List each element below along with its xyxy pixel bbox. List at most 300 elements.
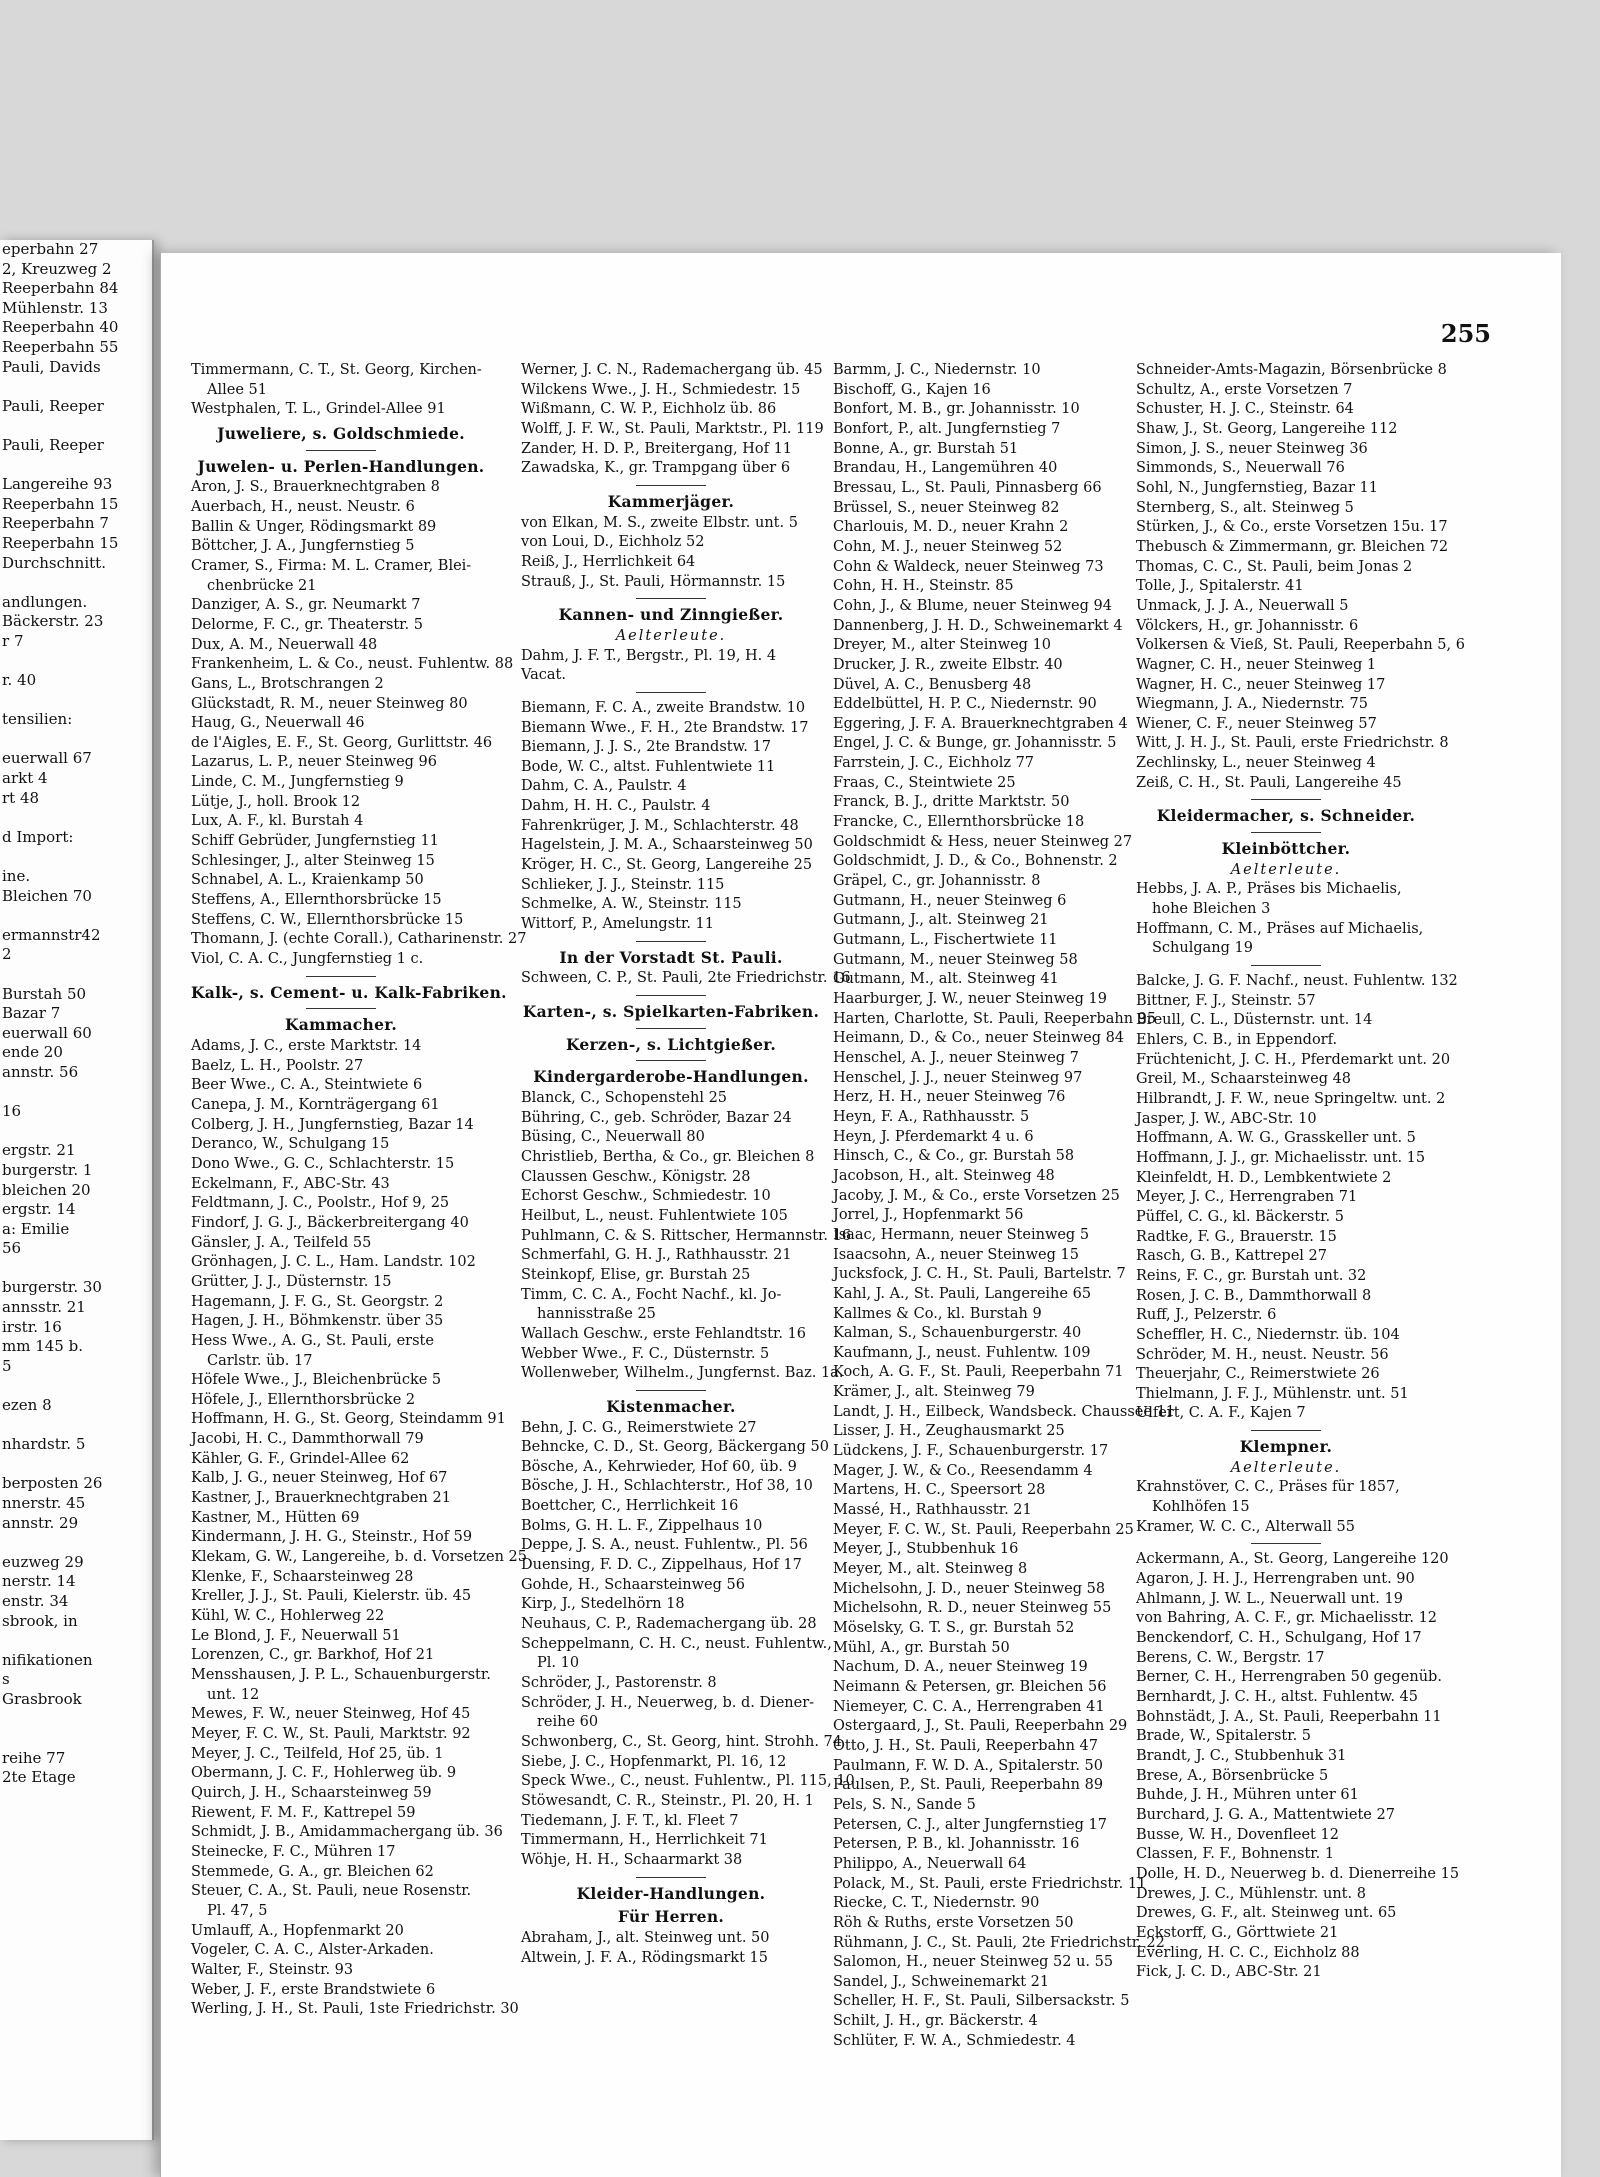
directory-entry: Mager, J. W., & Co., Reesendamm 4 (833, 1462, 1093, 1479)
facing-page-line: annstr. 56 (2, 1062, 79, 1081)
directory-entry: Webber Wwe., F. C., Düsternstr. 5 (521, 1345, 770, 1362)
directory-entry: Wittorf, P., Amelungstr. 11 (521, 916, 714, 933)
directory-entry: Rosen, J. C. B., Dammthorwall 8 (1136, 1287, 1372, 1304)
directory-entry: Dux, A. M., Neuerwall 48 (191, 636, 378, 653)
directory-entry: Drewes, J. C., Mühlenstr. unt. 8 (1136, 1885, 1366, 1902)
directory-entry: Dahm, J. F. T., Bergstr., Pl. 19, H. 4 (521, 647, 777, 664)
directory-entry: Krämer, J., alt. Steinweg 79 (833, 1384, 1035, 1401)
directory-entry: Scheffler, H. C., Niedernstr. üb. 104 (1136, 1326, 1400, 1343)
directory-entry: Zeiß, C. H., St. Pauli, Langereihe 45 (1136, 774, 1402, 791)
directory-entry: Klenke, F., Schaarsteinweg 28 (191, 1568, 414, 1585)
directory-entry: Neimann & Petersen, gr. Bleichen 56 (833, 1678, 1107, 1695)
directory-entry: Wöhje, H. H., Schaarmarkt 38 (521, 1851, 743, 1868)
directory-entry: Francke, C., Ellernthorsbrücke 18 (833, 814, 1085, 831)
facing-page-line (0, 808, 152, 828)
directory-entry: Jacobi, H. C., Dammthorwall 79 (191, 1431, 424, 1448)
directory-entry: Kühl, W. C., Hohlerweg 22 (191, 1608, 385, 1625)
section-heading: Klempner. (1239, 1437, 1333, 1457)
directory-entry: Neuhaus, C. P., Rademachergang üb. 28 (521, 1616, 817, 1633)
facing-page-line: 2te Etage (2, 1768, 76, 1787)
directory-entry: Petersen, C. J., alter Jungfernstieg 17 (833, 1816, 1107, 1833)
directory-entry: Grönhagen, J. C. L., Ham. Landstr. 102 (191, 1254, 476, 1271)
directory-entry: Christlieb, Bertha, & Co., gr. Bleichen 8 (521, 1148, 815, 1165)
facing-page-line: Durchschnitt. (2, 553, 106, 572)
directory-entry: Siebe, J. C., Hopfenmarkt, Pl. 16, 12 (521, 1753, 787, 1770)
directory-entry: Schultz, A., erste Vorsetzen 7 (1136, 381, 1353, 398)
facing-page-line: annstr. 29 (2, 1513, 79, 1532)
directory-entry: von Bahring, A. C. F., gr. Michaelisstr. 12 (1136, 1610, 1438, 1627)
section-divider (1251, 799, 1321, 800)
facing-page-line (0, 1259, 152, 1279)
directory-entry: Eddelbüttel, H. P. C., Niedernstr. 90 (833, 696, 1097, 713)
section-heading: Kistenmacher. (606, 1396, 736, 1416)
facing-page-line (0, 1455, 152, 1475)
facing-page-line: Reeperbahn 7 (2, 514, 109, 533)
directory-entry: Berens, C. W., Bergstr. 17 (1136, 1649, 1325, 1666)
facing-page-line: mm 145 b. (2, 1337, 83, 1356)
directory-entry: Isaacsohn, A., neuer Steinweg 15 (833, 1246, 1079, 1263)
directory-entry: Eckstorff, G., Görttwiete 21 (1136, 1924, 1339, 1941)
facing-page-line: euerwall 67 (2, 749, 92, 768)
directory-entry: Lux, A. F., kl. Burstah 4 (191, 813, 364, 830)
directory-entry: Blanck, C., Schopenstehl 25 (521, 1090, 728, 1106)
directory-entry: Eckelmann, F., ABC-Str. 43 (191, 1175, 390, 1192)
directory-entry: Drewes, G. F., alt. Steinweg unt. 65 (1136, 1905, 1397, 1922)
directory-entry: Riecke, C. T., Niedernstr. 90 (833, 1895, 1040, 1912)
directory-entry: Kastner, J., Brauerknechtgraben 21 (191, 1490, 451, 1507)
facing-page-line: tensilien: (2, 710, 73, 729)
directory-entry: Breull, C. L., Düsternstr. unt. 14 (1136, 1012, 1373, 1029)
directory-entry: Rasch, G. B., Kattrepel 27 (1136, 1248, 1327, 1265)
directory-entry: Stöwesandt, C. R., Steinstr., Pl. 20, H. 1 (521, 1792, 814, 1809)
directory-entry: Bonfort, M. B., gr. Johannisstr. 10 (833, 401, 1080, 418)
directory-entry: Bühring, C., geb. Schröder, Bazar 24 (521, 1109, 792, 1126)
directory-entry: Puhlmann, C. & S. Rittscher, Hermannstr. 16 (521, 1227, 852, 1244)
directory-entry: Kalb, J. G., neuer Steinweg, Hof 67 (191, 1470, 448, 1487)
directory-entry: Martens, H. C., Speersort 28 (833, 1482, 1046, 1499)
directory-entry: Schilt, J. H., gr. Bäckerstr. 4 (833, 2013, 1038, 2030)
entry-continuation: Schulgang 19 (1152, 940, 1253, 957)
directory-entry: Classen, F. F., Bohnenstr. 1 (1136, 1846, 1335, 1863)
facing-page-line: rt 48 (2, 788, 40, 807)
facing-page-line (0, 651, 152, 671)
directory-entry: Herz, H. H., neuer Steinweg 76 (833, 1089, 1066, 1106)
directory-entry: Schröder, M. H., neust. Neustr. 56 (1136, 1346, 1389, 1363)
directory-entry: Lazarus, L. P., neuer Steinweg 96 (191, 754, 438, 771)
directory-entry: Kahl, J. A., St. Pauli, Langereihe 65 (833, 1285, 1092, 1302)
directory-entry: Michelsohn, J. D., neuer Steinweg 58 (833, 1580, 1106, 1597)
directory-entry: Grütter, J. J., Düsternstr. 15 (191, 1273, 392, 1290)
page-number: 255 (1440, 319, 1491, 348)
directory-entry: Lüdckens, J. F., Schauenburgerstr. 17 (833, 1443, 1109, 1460)
directory-entry: Simmonds, S., Neuerwall 76 (1136, 460, 1345, 477)
subsection-heading: Aelterleute. (615, 627, 727, 644)
directory-entry: Buhde, J. H., Mühren unter 61 (1136, 1787, 1359, 1804)
directory-entry: Kindermann, J. H. G., Steinstr., Hof 59 (191, 1529, 473, 1546)
directory-entry: Meyer, M., alt. Steinweg 8 (833, 1561, 1028, 1578)
directory-entry: Isaac, Hermann, neuer Steinweg 5 (833, 1226, 1090, 1243)
directory-entry: Colberg, J. H., Jungfernstieg, Bazar 14 (191, 1116, 474, 1133)
directory-entry: Burchard, J. G. A., Mattentwiete 27 (1136, 1806, 1395, 1823)
directory-entry: Radtke, F. G., Brauerstr. 15 (1136, 1228, 1337, 1245)
facing-page-line: euzweg 29 (2, 1552, 84, 1571)
directory-entry: Altwein, J. F. A., Rödingsmarkt 15 (521, 1949, 768, 1966)
facing-page-line: berposten 26 (2, 1474, 103, 1493)
entry-continuation: Carlstr. üb. 17 (207, 1352, 313, 1369)
directory-entry: Klekam, G. W., Langereihe, b. d. Vorsetzen 25 (191, 1549, 527, 1566)
directory-entry: Greil, M., Schaarsteinweg 48 (1136, 1071, 1352, 1088)
column-3 (833, 361, 1176, 2051)
directory-entry: Thomas, C. C., St. Pauli, beim Jonas 2 (1136, 558, 1413, 575)
directory-entry: Ulfert, C. A. F., Kajen 7 (1136, 1405, 1306, 1422)
directory-entry: Bernhardt, J. C. H., altst. Fuhlentw. 45 (1136, 1689, 1418, 1705)
directory-entry: Beer Wwe., C. A., Steintwiete 6 (191, 1077, 423, 1094)
directory-entry: Stürken, J., & Co., erste Vorsetzen 15u. 17 (1136, 519, 1448, 536)
directory-entry: Jasper, J. W., ABC-Str. 10 (1136, 1110, 1317, 1127)
directory-entry: Linde, C. M., Jungfernstieg 9 (191, 774, 404, 791)
section-heading: Kleinböttcher. (1221, 839, 1351, 859)
facing-page-line: nnerstr. 45 (2, 1494, 86, 1512)
directory-entry: Auerbach, H., neust. Neustr. 6 (191, 498, 415, 515)
directory-entry: Deranco, W., Schulgang 15 (191, 1136, 390, 1153)
section-divider (1251, 1430, 1321, 1431)
entry-continuation: Allee 51 (207, 381, 267, 398)
directory-entry: Hoffmann, H. G., St. Georg, Steindamm 91 (191, 1411, 506, 1428)
directory-entry: Gutmann, H., neuer Steinweg 6 (833, 892, 1067, 909)
directory-entry: Meyer, J., Stubbenhuk 16 (833, 1541, 1019, 1558)
directory-entry: Wolff, J. F. W., St. Pauli, Marktstr., Pl. 119 (521, 420, 824, 437)
facing-page-line: burgerstr. 1 (2, 1160, 93, 1179)
directory-entry: Dahm, H. H. C., Paulstr. 4 (521, 798, 711, 815)
facing-page-line (0, 416, 152, 436)
facing-page-line: Reeperbahn 55 (2, 337, 119, 356)
facing-page-line: a: Emilie (2, 1219, 70, 1238)
directory-entry: Cramer, S., Firma: M. L. Cramer, Blei- (191, 557, 472, 574)
directory-entry: Wagner, H. C., neuer Steinweg 17 (1136, 676, 1386, 693)
directory-entry: Aron, J. S., Brauerknechtgraben 8 (191, 479, 440, 496)
facing-page-line: burgerstr. 30 (2, 1278, 102, 1297)
directory-entry: Cohn, M. J., neuer Steinweg 52 (833, 538, 1063, 555)
facing-page-line: nifikationen (2, 1650, 93, 1669)
directory-entry: Kramer, W. C. C., Alterwall 55 (1136, 1518, 1355, 1535)
directory-entry: Werner, J. C. N., Rademachergang üb. 45 (521, 362, 823, 378)
directory-entry: Simon, J. S., neuer Steinweg 36 (1136, 440, 1368, 457)
directory-entry: Henschel, J. J., neuer Steinweg 97 (833, 1069, 1083, 1086)
directory-entry: Petersen, P. B., kl. Johannisstr. 16 (833, 1836, 1080, 1853)
directory-entry: Dannenberg, J. H. D., Schweinemarkt 4 (833, 617, 1123, 634)
facing-page-line: euerwall 60 (2, 1023, 92, 1042)
directory-entry: Koch, A. G. F., St. Pauli, Reeperbahn 71 (833, 1364, 1124, 1381)
facing-page-line: bleichen 20 (2, 1180, 91, 1199)
section-heading: Kleidermacher, s. Schneider. (1156, 806, 1416, 826)
directory-entry: Büsing, C., Neuerwall 80 (521, 1129, 705, 1146)
facing-page-line: 56 (2, 1239, 22, 1258)
directory-entry: Walter, F., Steinstr. 93 (191, 1961, 354, 1978)
directory-entry: Thomann, J. (echte Corall.), Catharinenstr. 27 (191, 931, 527, 948)
directory-entry: Vacat. (521, 667, 566, 684)
directory-entry: Rühmann, J. C., St. Pauli, 2te Friedrichstr. 22 (833, 1934, 1165, 1951)
directory-entry: Hagemann, J. F. G., St. Georgstr. 2 (191, 1293, 444, 1310)
directory-entry: Paulmann, F. W. D. A., Spitalerstr. 50 (833, 1757, 1103, 1774)
directory-entry: Brandau, H., Langemühren 40 (833, 460, 1058, 477)
directory-entry: Agaron, J. H. J., Herrengraben unt. 90 (1136, 1571, 1415, 1588)
directory-entry: Bösche, A., Kehrwieder, Hof 60, üb. 9 (521, 1458, 797, 1475)
directory-entry: Paulsen, P., St. Pauli, Reeperbahn 89 (833, 1777, 1104, 1794)
directory-entry: Bressau, L., St. Pauli, Pinnasberg 66 (833, 479, 1102, 496)
directory-entry: Mewes, F. W., neuer Steinweg, Hof 45 (191, 1706, 471, 1723)
directory-entry: Wagner, C. H., neuer Steinweg 1 (1136, 656, 1377, 673)
facing-page-line: 2 (2, 945, 12, 964)
directory-entry: Dolle, H. D., Neuerweg b. d. Dienerreihe 15 (1136, 1865, 1460, 1882)
directory-entry: Viol, C. A. C., Jungfernstieg 1 c. (191, 951, 424, 968)
facing-page-line: r 7 (2, 631, 24, 650)
facing-page-line: 16 (2, 1102, 22, 1121)
directory-entry: Behn, J. C. G., Reimerstwiete 27 (521, 1419, 757, 1436)
facing-page-line (0, 1416, 152, 1436)
directory-entry: Gans, L., Brotschrangen 2 (191, 675, 384, 692)
directory-entry: Goldschmidt, J. D., & Co., Bohnenstr. 2 (833, 853, 1118, 870)
facing-page-line: Bleichen 70 (2, 886, 92, 905)
directory-entry: Reiß, J., Herrlichkeit 64 (521, 553, 696, 570)
directory-entry: Schlieker, J. J., Steinstr. 115 (521, 876, 725, 893)
entry-continuation: Pl. 47, 5 (207, 1902, 268, 1919)
directory-entry: Hilbrandt, J. F. W., neue Springeltw. unt. 2 (1136, 1090, 1446, 1107)
directory-entry: Westphalen, T. L., Grindel-Allee 91 (191, 401, 446, 418)
directory-entry: Kähler, G. F., Grindel-Allee 62 (191, 1450, 410, 1467)
facing-page-line: 5 (2, 1356, 12, 1375)
directory-entry: von Elkan, M. S., zweite Elbstr. unt. 5 (521, 514, 798, 531)
directory-entry: Schmelke, A. W., Steinstr. 115 (521, 896, 742, 913)
section-divider (1251, 832, 1321, 833)
subsection-heading: Aelterleute. (1230, 1459, 1342, 1476)
facing-page-line: ergstr. 21 (2, 1141, 76, 1160)
entry-continuation: Pl. 10 (537, 1655, 580, 1672)
facing-page-line: Bazar 7 (2, 1004, 61, 1023)
directory-entry: Harten, Charlotte, St. Pauli, Reeperbahn 95 (833, 1010, 1157, 1027)
directory-entry: Wiegmann, J. A., Niedernstr. 75 (1136, 696, 1368, 713)
directory-entry: Witt, J. H. J., St. Pauli, erste Friedrichstr. 8 (1136, 735, 1449, 752)
entry-continuation: unt. 12 (207, 1686, 260, 1703)
directory-entry: Landt, J. H., Eilbeck, Wandsbeck. Chaussee 11 (833, 1403, 1176, 1420)
facing-page-line (0, 1376, 152, 1396)
facing-page-line: Grasbrook (2, 1689, 82, 1708)
directory-entry: Wilckens Wwe., J. H., Schmiedestr. 15 (521, 381, 801, 398)
facing-page-line (0, 1710, 152, 1730)
section-divider (636, 485, 706, 486)
directory-entry: Kröger, H. C., St. Georg, Langereihe 25 (521, 857, 813, 874)
directory-entry: Hoffmann, J. J., gr. Michaelisstr. unt. 15 (1136, 1149, 1426, 1166)
directory-entry: Wollenweber, Wilhelm., Jungfernst. Baz. 1a. (521, 1365, 844, 1382)
facing-page-line (0, 573, 152, 593)
directory-entry: Echorst Geschw., Schmiedestr. 10 (521, 1188, 771, 1205)
entry-continuation: hannisstraße 25 (537, 1306, 656, 1323)
directory-entry: Shaw, J., St. Georg, Langereihe 112 (1136, 420, 1398, 437)
directory-entry: Schröder, J. H., Neuerweg, b. d. Diener- (521, 1694, 815, 1711)
directory-entry: Höfele Wwe., J., Bleichenbrücke 5 (191, 1372, 442, 1389)
directory-entry: Michelsohn, R. D., neuer Steinweg 55 (833, 1600, 1112, 1617)
section-heading: Kammacher. (284, 1015, 398, 1035)
directory-entry: Unmack, J. J. A., Neuerwall 5 (1136, 597, 1349, 614)
facing-page-line: 2, Kreuzweg 2 (2, 259, 112, 278)
directory-entry: Niemeyer, C. C. A., Herrengraben 41 (833, 1698, 1105, 1715)
directory-entry: Haarburger, J. W., neuer Steinweg 19 (833, 991, 1107, 1007)
directory-entry: Biemann, F. C. A., zweite Brandstw. 10 (521, 699, 806, 716)
directory-entry: Baelz, L. H., Poolstr. 27 (191, 1057, 364, 1074)
directory-entry: Salomon, H., neuer Steinweg 52 u. 55 (833, 1954, 1114, 1971)
directory-entry: Frankenheim, L. & Co., neust. Fuhlentw. 88 (191, 656, 514, 673)
directory-entry: Scheller, H. F., St. Pauli, Silbersackstr. 5 (833, 1993, 1130, 2010)
directory-entry: Meyer, J. C., Teilfeld, Hof 25, üb. 1 (191, 1745, 444, 1762)
directory-entry: Hoffmann, C. M., Präses auf Michaelis, (1136, 920, 1424, 937)
directory-entry: Abraham, J., alt. Steinweg unt. 50 (521, 1929, 770, 1946)
directory-entry: Kreller, J. J., St. Pauli, Kielerstr. üb. 45 (191, 1588, 472, 1605)
section-heading: Kindergarderobe-Handlungen. (533, 1067, 809, 1087)
directory-entry: Krahnstöver, C. C., Präses für 1857, (1136, 1479, 1400, 1496)
directory-entry: Sohl, N., Jungfernstieg, Bazar 11 (1136, 479, 1378, 496)
directory-entry: Steinecke, F. C., Mühren 17 (191, 1843, 396, 1860)
facing-page-line: Pauli, Davids (2, 357, 101, 376)
directory-entry: Busse, W. H., Dovenfleet 12 (1136, 1826, 1339, 1843)
directory-entry: Biemann, J. J. S., 2te Brandstw. 17 (521, 739, 771, 756)
directory-entry: Schuster, H. J. C., Steinstr. 64 (1136, 401, 1354, 418)
directory-entry: Fick, J. C. D., ABC-Str. 21 (1136, 1964, 1322, 1981)
directory-entry: Steinkopf, Elise, gr. Burstah 25 (521, 1266, 751, 1283)
directory-entry: Glückstadt, R. M., neuer Steinweg 80 (191, 695, 468, 712)
directory-entry: Heyn, J. Pferdemarkt 4 u. 6 (833, 1128, 1034, 1145)
section-heading: Karten-, s. Spielkarten-Fabriken. (522, 1002, 820, 1022)
facing-page-line: Bäckerstr. 23 (2, 612, 104, 631)
directory-entry: Timmermann, H., Herrlichkeit 71 (521, 1832, 768, 1849)
directory-entry: Nachum, D. A., neuer Steinweg 19 (833, 1659, 1088, 1676)
facing-page-line: enstr. 34 (2, 1591, 69, 1610)
directory-entry: Völckers, H., gr. Johannisstr. 6 (1136, 617, 1359, 634)
section-heading: Für Herren. (617, 1907, 725, 1927)
directory-entry: Schröder, J., Pastorenstr. 8 (521, 1675, 717, 1692)
column-4 (1136, 361, 1465, 1983)
directory-entry: Jacoby, J. M., & Co., erste Vorsetzen 25 (833, 1187, 1120, 1204)
entry-continuation: Kohlhöfen 15 (1152, 1499, 1250, 1516)
directory-entry: Philippo, A., Neuerwall 64 (833, 1855, 1027, 1872)
directory-entry: Ostergaard, J., St. Pauli, Reeperbahn 29 (833, 1718, 1128, 1735)
directory-entry: Jucksfock, J. C. H., St. Pauli, Bartelstr. 7 (833, 1266, 1126, 1283)
directory-entry: Franck, B. J., dritte Marktstr. 50 (833, 794, 1070, 811)
directory-entry: Wiener, C. F., neuer Steinweg 57 (1136, 715, 1377, 732)
directory-entry: Feldtmann, J. C., Poolstr., Hof 9, 25 (191, 1195, 450, 1212)
facing-page-line: nhardstr. 5 (2, 1435, 86, 1454)
directory-entry: Werling, J. H., St. Pauli, 1ste Friedrichstr. 30 (191, 2001, 519, 2018)
section-divider (636, 1028, 706, 1029)
directory-entry: Lorenzen, C., gr. Barkhof, Hof 21 (191, 1647, 435, 1664)
facing-page-line: Reeperbahn 40 (2, 318, 119, 337)
directory-entry: Scheppelmann, C. H. C., neust. Fuhlentw., (521, 1635, 832, 1652)
directory-entry: Bohnstädt, J. A., St. Pauli, Reeperbahn 11 (1136, 1708, 1442, 1725)
directory-entry: Hebbs, J. A. P., Präses bis Michaelis, (1136, 881, 1402, 898)
directory-entry: Hess Wwe., A. G., St. Pauli, erste (191, 1332, 434, 1349)
directory-entry: Steuer, C. A., St. Pauli, neue Rosenstr. (191, 1883, 472, 1900)
directory-entry: Boettcher, C., Herrlichkeit 16 (521, 1498, 739, 1515)
directory-entry: Cohn & Waldeck, neuer Steinweg 73 (833, 558, 1104, 575)
directory-entry: Bischoff, G., Kajen 16 (833, 381, 991, 398)
directory-entry: Engel, J. C. & Bunge, gr. Johannisstr. 5 (833, 735, 1117, 752)
facing-page-line (0, 906, 152, 926)
facing-page-line (0, 1631, 152, 1651)
section-heading: In der Vorstadt St. Pauli. (559, 947, 783, 967)
facing-page-line (0, 377, 152, 397)
directory-entry: Bonfort, P., alt. Jungfernstieg 7 (833, 420, 1061, 437)
facing-page-line (0, 965, 152, 985)
directory-entry: Bittner, F. J., Steinstr. 57 (1136, 992, 1316, 1009)
directory-entry: Schnabel, A. L., Kraienkamp 50 (191, 872, 424, 889)
directory-entry: Farrstein, J. C., Eichholz 77 (833, 755, 1035, 772)
directory-entry: Volkersen & Vieß, St. Pauli, Reeperbahn 5, 6 (1136, 637, 1465, 654)
section-divider (636, 1390, 706, 1391)
directory-entry: Tiedemann, J. F. T., kl. Fleet 7 (521, 1812, 739, 1829)
directory-entry: Timm, C. C. A., Focht Nachf., kl. Jo- (521, 1286, 782, 1303)
directory-entry: Gräpel, C., gr. Johannisstr. 8 (833, 873, 1041, 890)
directory-entry: Haug, G., Neuerwall 46 (191, 715, 365, 732)
directory-entry: Jorrel, J., Hopfenmarkt 56 (833, 1207, 1024, 1224)
directory-entry: Zander, H. D. P., Breitergang, Hof 11 (521, 440, 793, 457)
directory-entry: Meyer, F. C. W., St. Pauli, Marktstr. 92 (191, 1725, 471, 1742)
facing-page-line: Pauli, Reeper (2, 435, 104, 454)
directory-entry: Bösche, J. H., Schlachterstr., Hof 38, 10 (521, 1478, 813, 1495)
facing-page-line: Pauli, Reeper (2, 396, 104, 415)
section-heading: Juweliere, s. Goldschmiede. (217, 423, 465, 443)
directory-entry: Lütje, J., holl. Brook 12 (191, 793, 361, 810)
facing-page-line (0, 1533, 152, 1553)
directory-entry: Bolms, G. H. L. F., Zippelhaus 10 (521, 1517, 763, 1534)
directory-entry: Stemmede, G. A., gr. Bleichen 62 (191, 1863, 434, 1880)
directory-entry: Berner, C. H., Herrengraben 50 gegenüb. (1136, 1669, 1442, 1686)
section-divider (636, 941, 706, 942)
directory-entry: Duensing, F. D. C., Zippelhaus, Hof 17 (521, 1557, 802, 1574)
section-heading: Kalk-, s. Cement- u. Kalk-Fabriken. (191, 982, 507, 1002)
directory-entry: Henschel, A. J., neuer Steinweg 7 (833, 1049, 1079, 1066)
facing-page-line: ende 20 (2, 1043, 63, 1062)
directory-entry: Eggering, J. F. A. Brauerknechtgraben 4 (833, 715, 1128, 732)
directory-entry: Sternberg, S., alt. Steinweg 5 (1136, 499, 1354, 516)
column-1 (191, 361, 527, 2020)
directory-entry: Gohde, H., Schaarsteinweg 56 (521, 1576, 745, 1593)
section-divider (306, 450, 376, 451)
directory-entry: Gänsler, J. A., Teilfeld 55 (191, 1234, 372, 1251)
directory-entry: von Loui, D., Eichholz 52 (521, 534, 705, 551)
directory-entry: Gutmann, M., neuer Steinweg 58 (833, 951, 1078, 968)
facing-page-line: andlungen. (2, 592, 88, 611)
directory-entry: Püffel, C. G., kl. Bäckerstr. 5 (1136, 1208, 1344, 1225)
directory-entry: Brüssel, S., neuer Steinweg 82 (833, 499, 1060, 516)
directory-entry: Vogeler, C. A. C., Alster-Arkaden. (191, 1942, 434, 1959)
directory-entry: Sandel, J., Schweinemarkt 21 (833, 1973, 1050, 1990)
directory-page (160, 253, 1561, 2177)
facing-page-line: annsstr. 21 (2, 1298, 86, 1317)
directory-entry: Schneider-Amts-Magazin, Börsenbrücke 8 (1136, 362, 1447, 378)
section-divider (636, 995, 706, 996)
directory-entry: Röh & Ruths, erste Vorsetzen 50 (833, 1914, 1074, 1931)
directory-entry: Brese, A., Börsenbrücke 5 (1136, 1767, 1329, 1784)
directory-entry: Claussen Geschw., Königstr. 28 (521, 1168, 751, 1185)
column-2 (521, 361, 855, 1968)
section-divider (636, 1877, 706, 1878)
directory-entry: Deppe, J. S. A., neust. Fuhlentw., Pl. 56 (521, 1537, 808, 1554)
directory-entry: Dreyer, M., alter Steinweg 10 (833, 637, 1052, 654)
directory-entry: Wißmann, C. W. P., Eichholz üb. 86 (521, 401, 777, 418)
directory-entry: Drucker, J. R., zweite Elbstr. 40 (833, 656, 1063, 673)
section-heading: Juwelen- u. Perlen-Handlungen. (197, 456, 485, 476)
directory-entry: Kirp, J., Stedelhörn 18 (521, 1596, 685, 1613)
directory-entry: Höfele, J., Ellernthorsbrücke 2 (191, 1391, 416, 1408)
directory-entry: Thebusch & Zimmermann, gr. Bleichen 72 (1136, 538, 1449, 555)
